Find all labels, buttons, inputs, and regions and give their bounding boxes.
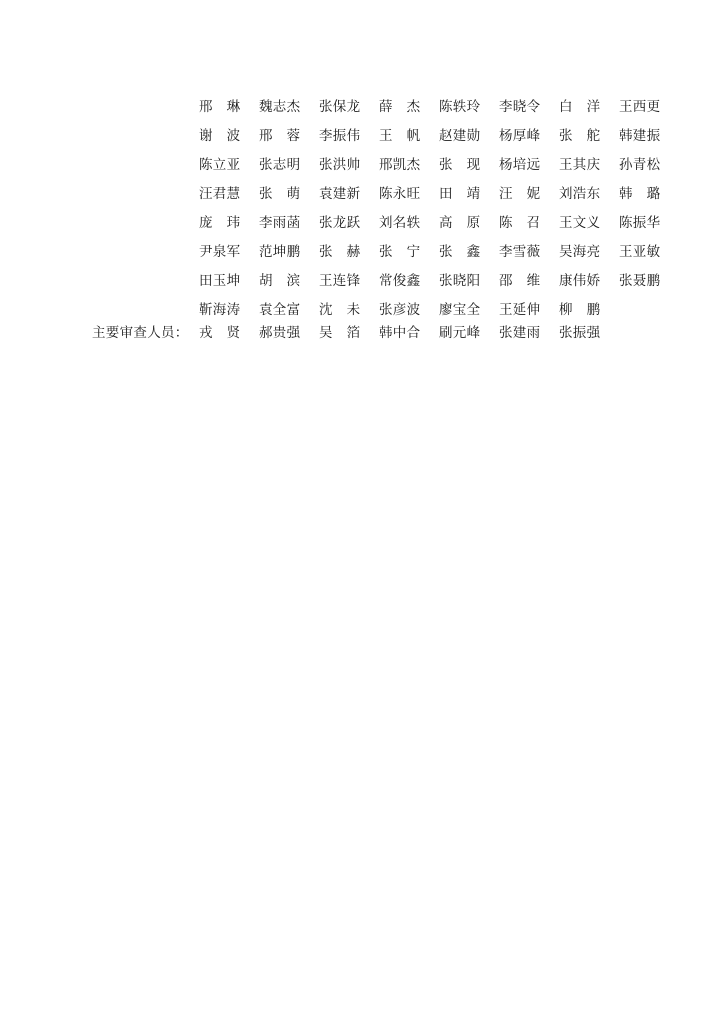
person-name: 张 萌	[259, 185, 301, 202]
person-name: 沈 未	[319, 301, 361, 318]
contributor-name-list	[199, 90, 669, 322]
reviewer-name: 刷元峰	[439, 324, 481, 341]
person-name: 王连锋	[319, 272, 361, 289]
person-name: 张 宁	[379, 243, 421, 260]
person-name: 张洪帅	[319, 156, 361, 173]
person-name: 韩 璐	[619, 185, 661, 202]
person-name: 王其庆	[559, 156, 601, 173]
person-name: 王 帆	[379, 127, 421, 144]
name-row	[199, 264, 669, 293]
person-name: 柳 鹏	[559, 301, 601, 318]
reviewer-name: 韩中合	[379, 324, 421, 341]
person-name: 田 靖	[439, 185, 481, 202]
person-name: 邢 琳	[199, 98, 241, 115]
person-name: 李振伟	[319, 127, 361, 144]
reviewers-label: 主要审查人员：	[92, 324, 189, 341]
person-name: 张龙跃	[319, 214, 361, 231]
person-name: 陈 召	[499, 214, 541, 231]
reviewer-name: 吴 箔	[319, 324, 361, 341]
person-name: 张彦波	[379, 301, 421, 318]
person-name: 邢凯杰	[379, 156, 421, 173]
person-name: 常俊鑫	[379, 272, 421, 289]
person-name: 杨培远	[499, 156, 541, 173]
person-name: 邵 维	[499, 272, 541, 289]
person-name: 王西更	[619, 98, 661, 115]
person-name: 张晓阳	[439, 272, 481, 289]
person-name: 吴海亮	[559, 243, 601, 260]
person-name: 范坤鹏	[259, 243, 301, 260]
person-name: 张 赫	[319, 243, 361, 260]
person-name: 康伟娇	[559, 272, 601, 289]
person-name: 薛 杰	[379, 98, 421, 115]
person-name: 尹泉军	[199, 243, 241, 260]
person-name: 杨厚峰	[499, 127, 541, 144]
name-row	[199, 235, 669, 264]
name-row	[199, 90, 669, 119]
person-name: 张聂鹏	[619, 272, 661, 289]
person-name: 廖宝全	[439, 301, 481, 318]
person-name: 王亚敏	[619, 243, 661, 260]
person-name: 张 舵	[559, 127, 601, 144]
person-name: 白 洋	[559, 98, 601, 115]
main-reviewers-line	[92, 316, 619, 345]
person-name: 刘浩东	[559, 185, 601, 202]
person-name: 张志明	[259, 156, 301, 173]
name-row	[199, 177, 669, 206]
person-name: 王文义	[559, 214, 601, 231]
reviewer-name: 郝贵强	[259, 324, 301, 341]
name-row	[199, 206, 669, 235]
reviewer-name: 张建雨	[499, 324, 541, 341]
person-name: 张 现	[439, 156, 481, 173]
person-name: 李雪薇	[499, 243, 541, 260]
reviewer-name: 张振强	[559, 324, 601, 341]
person-name: 王延伸	[499, 301, 541, 318]
reviewer-name: 戎 贤	[199, 324, 241, 341]
person-name: 庞 玮	[199, 214, 241, 231]
person-name: 邢 蓉	[259, 127, 301, 144]
person-name: 汪君慧	[199, 185, 241, 202]
person-name: 张保龙	[319, 98, 361, 115]
person-name: 陈立亚	[199, 156, 241, 173]
person-name: 魏志杰	[259, 98, 301, 115]
person-name: 李雨菡	[259, 214, 301, 231]
person-name: 陈振华	[619, 214, 661, 231]
name-row	[199, 119, 669, 148]
name-row	[199, 148, 669, 177]
person-name: 陈永旺	[379, 185, 421, 202]
person-name: 靳海涛	[199, 301, 241, 318]
person-name: 谢 波	[199, 127, 241, 144]
person-name: 汪 妮	[499, 185, 541, 202]
person-name: 陈轶玲	[439, 98, 481, 115]
person-name: 胡 滨	[259, 272, 301, 289]
person-name: 李晓令	[499, 98, 541, 115]
person-name: 刘名轶	[379, 214, 421, 231]
person-name: 张 鑫	[439, 243, 481, 260]
person-name: 田玉坤	[199, 272, 241, 289]
person-name: 袁建新	[319, 185, 361, 202]
person-name: 袁全富	[259, 301, 301, 318]
person-name: 孙青松	[619, 156, 661, 173]
person-name: 韩建振	[619, 127, 661, 144]
person-name: 高 原	[439, 214, 481, 231]
person-name: 赵建勋	[439, 127, 481, 144]
